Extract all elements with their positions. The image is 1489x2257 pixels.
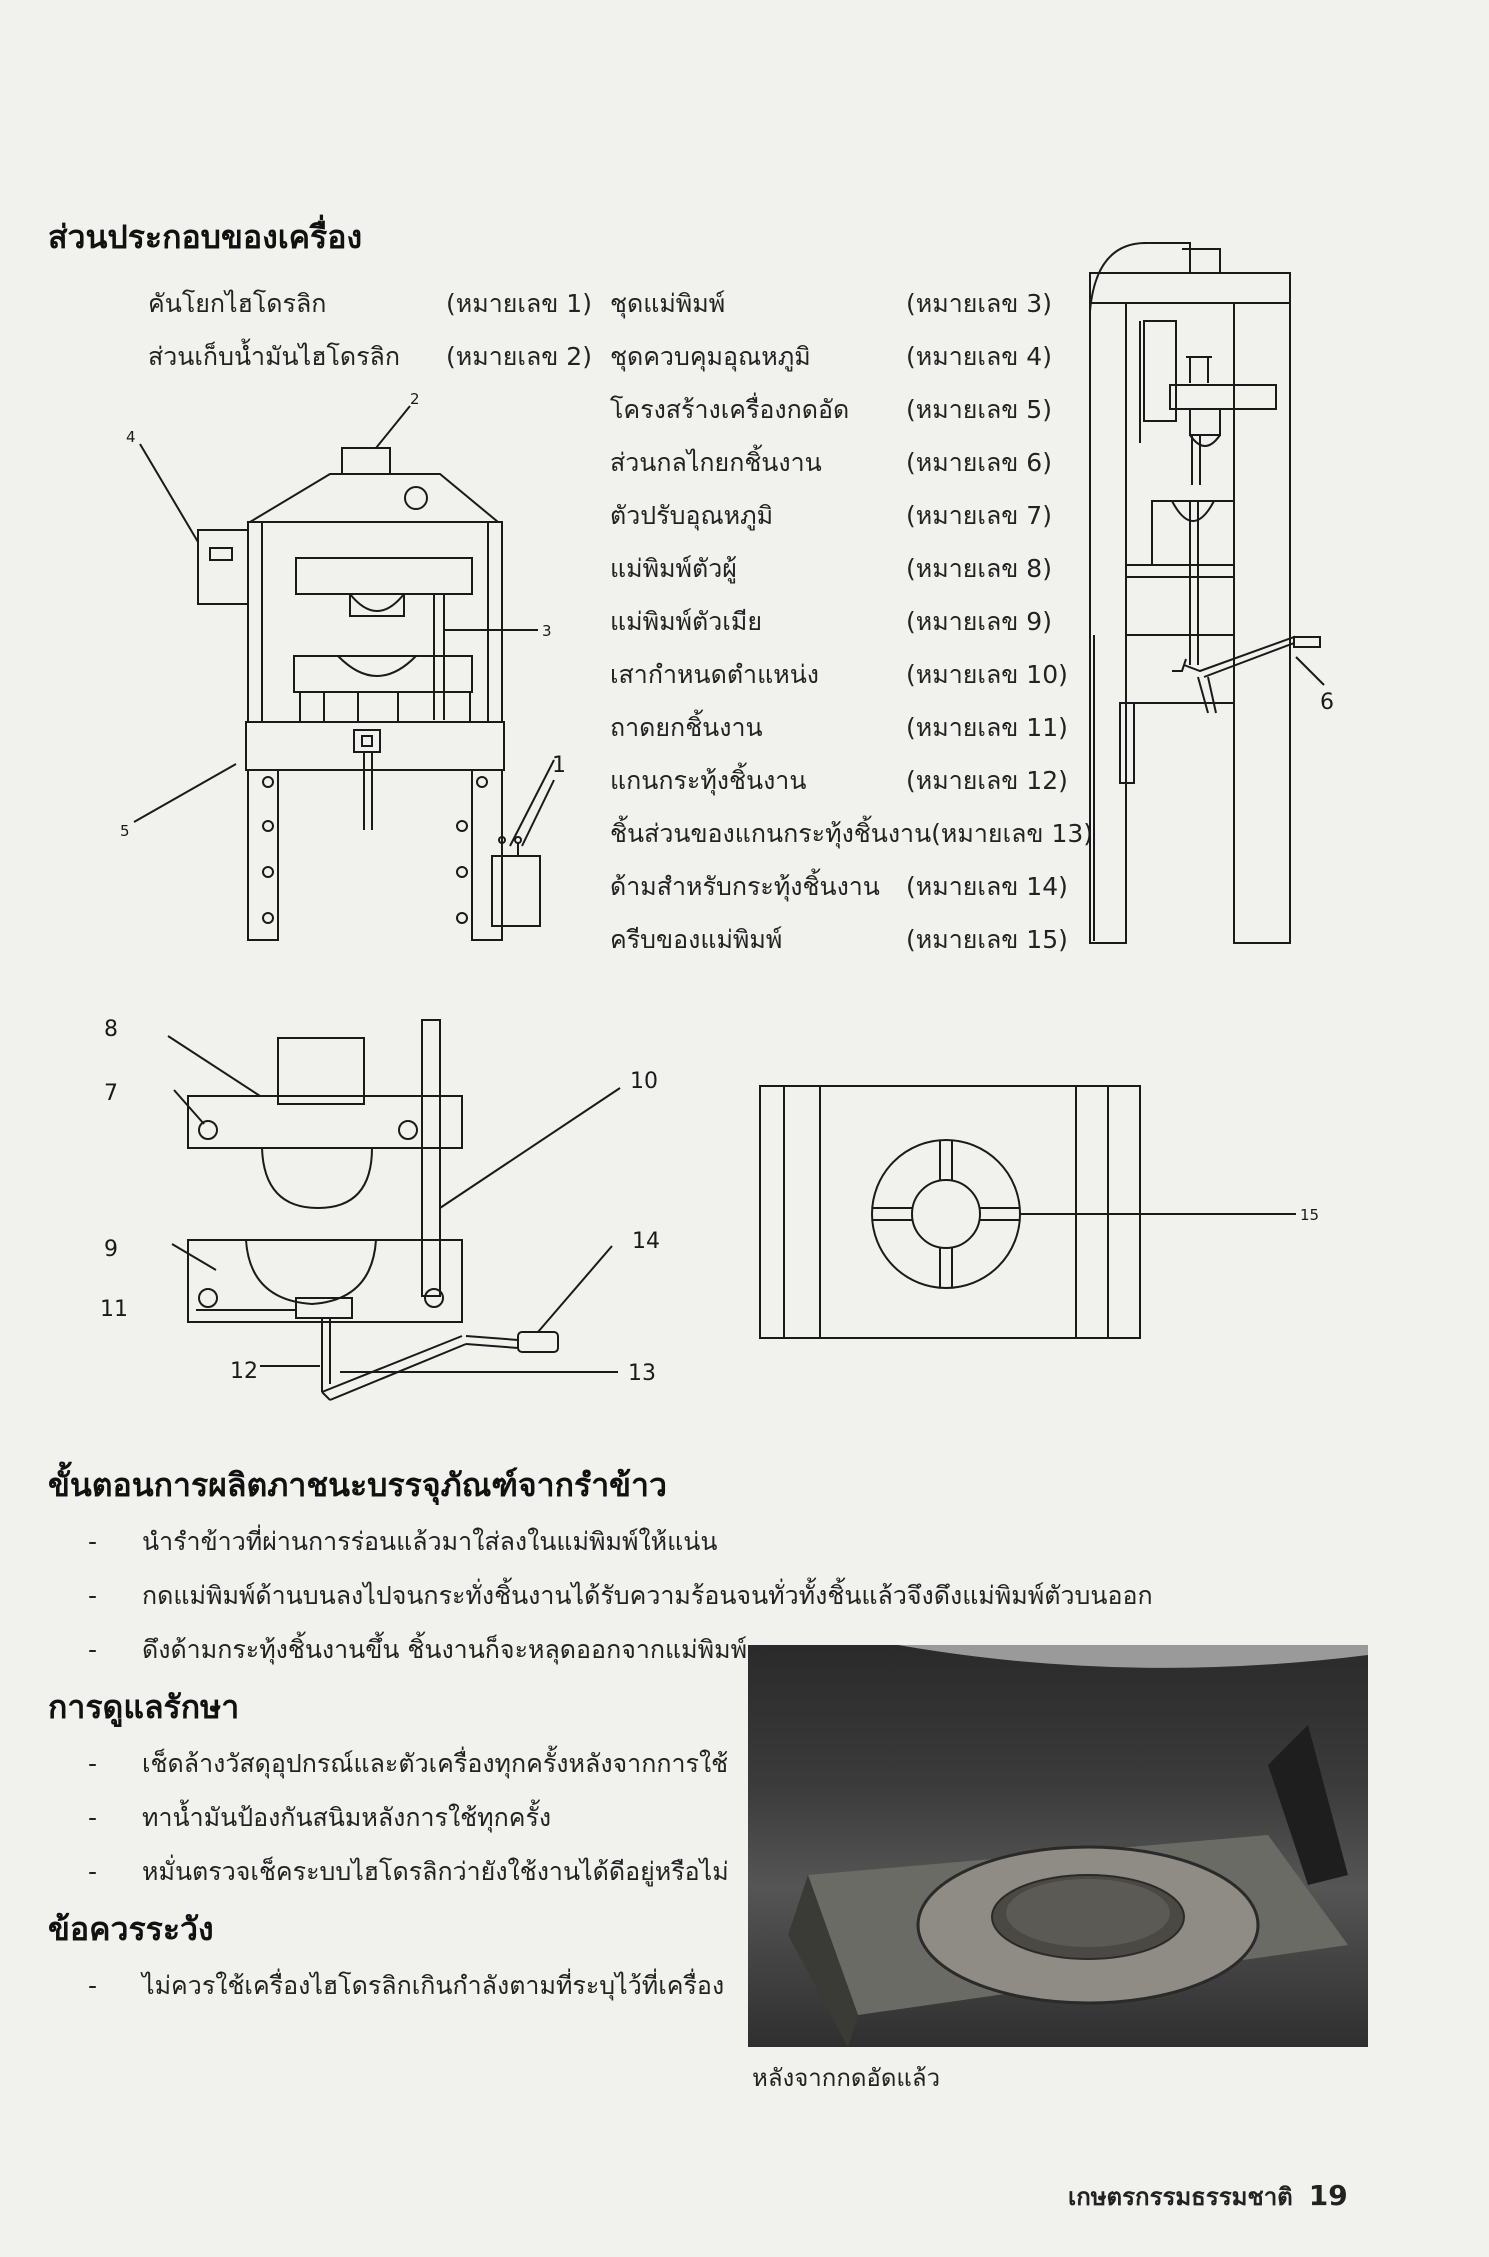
label-6: 6 (1320, 690, 1334, 715)
bullet-dash: - (88, 1857, 98, 1886)
label-15: 15 (1300, 1206, 1320, 1224)
label-14: 14 (632, 1229, 660, 1254)
photo-caption: หลังจากกดอัดแล้ว (752, 2064, 941, 2092)
part-number: (หมายเลข 2) (446, 342, 592, 371)
mold-top-view-diagram (756, 1082, 1320, 1342)
label-9: 9 (104, 1237, 118, 1262)
process-step-text: กดแม่พิมพ์ด้านบนลงไปจนกระทั่งชิ้นงานได้รับความร้อนจนทั่วทั้งชิ้นแล้วจึงดึงแม่พิมพ์ตัวบนออก (142, 1581, 1153, 1610)
press-front-diagram (110, 390, 570, 960)
caution-step-text: ไม่ควรใช้เครื่องไฮโดรลิกเกินกำลังตามที่ระบุไว้ที่เครื่อง (142, 1971, 725, 2000)
part-name: คันโยกไฮโดรลิก (148, 289, 327, 318)
part-name: ครีบของแม่พิมพ์ (610, 925, 783, 954)
part-number: (หมายเลข 3) (906, 289, 1052, 318)
page-footer (1068, 2177, 1348, 2216)
part-name: ชิ้นส่วนของแกนกระทุ้งชิ้นงาน(หมายเลข 13) (610, 819, 1094, 848)
care-step-text: ทาน้ำมันป้องกันสนิมหลังการใช้ทุกครั้ง (142, 1803, 552, 1832)
label-2: 2 (410, 390, 420, 408)
part-number: (หมายเลข 7) (906, 501, 1052, 530)
care-step-text: เช็ดล้างวัสดุอุปกรณ์และตัวเครื่องทุกครั้งหลังจากการใช้ (142, 1749, 729, 1778)
bullet-dash: - (88, 1635, 98, 1664)
part-number: (หมายเลข 9) (906, 607, 1052, 636)
label-12: 12 (230, 1359, 258, 1384)
pressed-product-photo (748, 1645, 1368, 2047)
part-name: ชุดควบคุมอุณหภูมิ (610, 342, 811, 371)
part-name: ตัวปรับอุณหภูมิ (610, 501, 774, 530)
part-number: (หมายเลข 14) (906, 872, 1068, 901)
part-name: เสากำหนดตำแหน่ง (610, 660, 819, 689)
list-item (88, 1744, 728, 1784)
label-13: 13 (628, 1361, 656, 1386)
part-number: (หมายเลข 4) (906, 342, 1052, 371)
process-step-text: ดึงด้ามกระทุ้งชิ้นงานขึ้น ชิ้นงานก็จะหลุดออกจากแม่พิมพ์ (142, 1635, 748, 1664)
part-name: ส่วนเก็บน้ำมันไฮโดรลิก (148, 342, 401, 371)
label-3: 3 (542, 622, 552, 640)
process-heading: ขั้นตอนการผลิตภาชนะบรรจุภัณฑ์จากรำข้าว (48, 1466, 667, 1504)
label-1: 1 (552, 753, 566, 778)
part-name: ด้ามสำหรับกระทุ้งชิ้นงาน (610, 872, 880, 901)
list-item (88, 1630, 747, 1670)
part-number: (หมายเลข 6) (906, 448, 1052, 477)
part-name: แม่พิมพ์ตัวเมีย (610, 607, 762, 636)
bullet-dash: - (88, 1527, 98, 1556)
part-name: ถาดยกชิ้นงาน (610, 713, 763, 742)
list-item (88, 1798, 551, 1838)
magazine-name: เกษตรกรรมธรรมชาติ (1068, 2183, 1293, 2211)
bullet-dash: - (88, 1749, 98, 1778)
list-item (88, 1966, 724, 2006)
part-number: (หมายเลข 11) (906, 713, 1068, 742)
list-item (88, 1852, 729, 1892)
care-step-text: หมั่นตรวจเช็คระบบไฮโดรลิกว่ายังใช้งานได้ดีอยู่หรือไม่ (142, 1857, 729, 1886)
part-number: (หมายเลข 10) (906, 660, 1068, 689)
care-heading: การดูแลรักษา (48, 1688, 240, 1726)
label-8: 8 (104, 1017, 118, 1042)
label-10: 10 (630, 1069, 658, 1094)
bullet-dash: - (88, 1971, 98, 2000)
part-number: (หมายเลข 5) (906, 395, 1052, 424)
part-name: ส่วนกลไกยกชิ้นงาน (610, 448, 822, 477)
label-5: 5 (120, 822, 130, 840)
label-7: 7 (104, 1081, 118, 1106)
press-side-diagram (1080, 225, 1410, 970)
caution-heading: ข้อควรระวัง (48, 1910, 214, 1948)
label-4: 4 (126, 428, 136, 446)
page-number: 19 (1308, 2179, 1348, 2212)
mold-detail-diagram (100, 1008, 680, 1418)
part-number: (หมายเลข 8) (906, 554, 1052, 583)
process-step-text: นำรำข้าวที่ผ่านการร่อนแล้วมาใส่ลงในแม่พิมพ์ให้แน่น (142, 1527, 718, 1556)
part-number: (หมายเลข 12) (906, 766, 1068, 795)
label-11: 11 (100, 1297, 128, 1322)
list-item (88, 1576, 1153, 1616)
part-number: (หมายเลข 1) (446, 289, 592, 318)
part-name: ชุดแม่พิมพ์ (610, 289, 726, 318)
part-number: (หมายเลข 15) (906, 925, 1068, 954)
bullet-dash: - (88, 1803, 98, 1832)
bullet-dash: - (88, 1581, 98, 1610)
part-name: แม่พิมพ์ตัวผู้ (610, 554, 737, 583)
components-heading: ส่วนประกอบของเครื่อง (48, 218, 363, 256)
list-item (88, 1522, 717, 1562)
part-name: แกนกระทุ้งชิ้นงาน (610, 766, 807, 795)
part-name: โครงสร้างเครื่องกดอัด (610, 395, 850, 424)
